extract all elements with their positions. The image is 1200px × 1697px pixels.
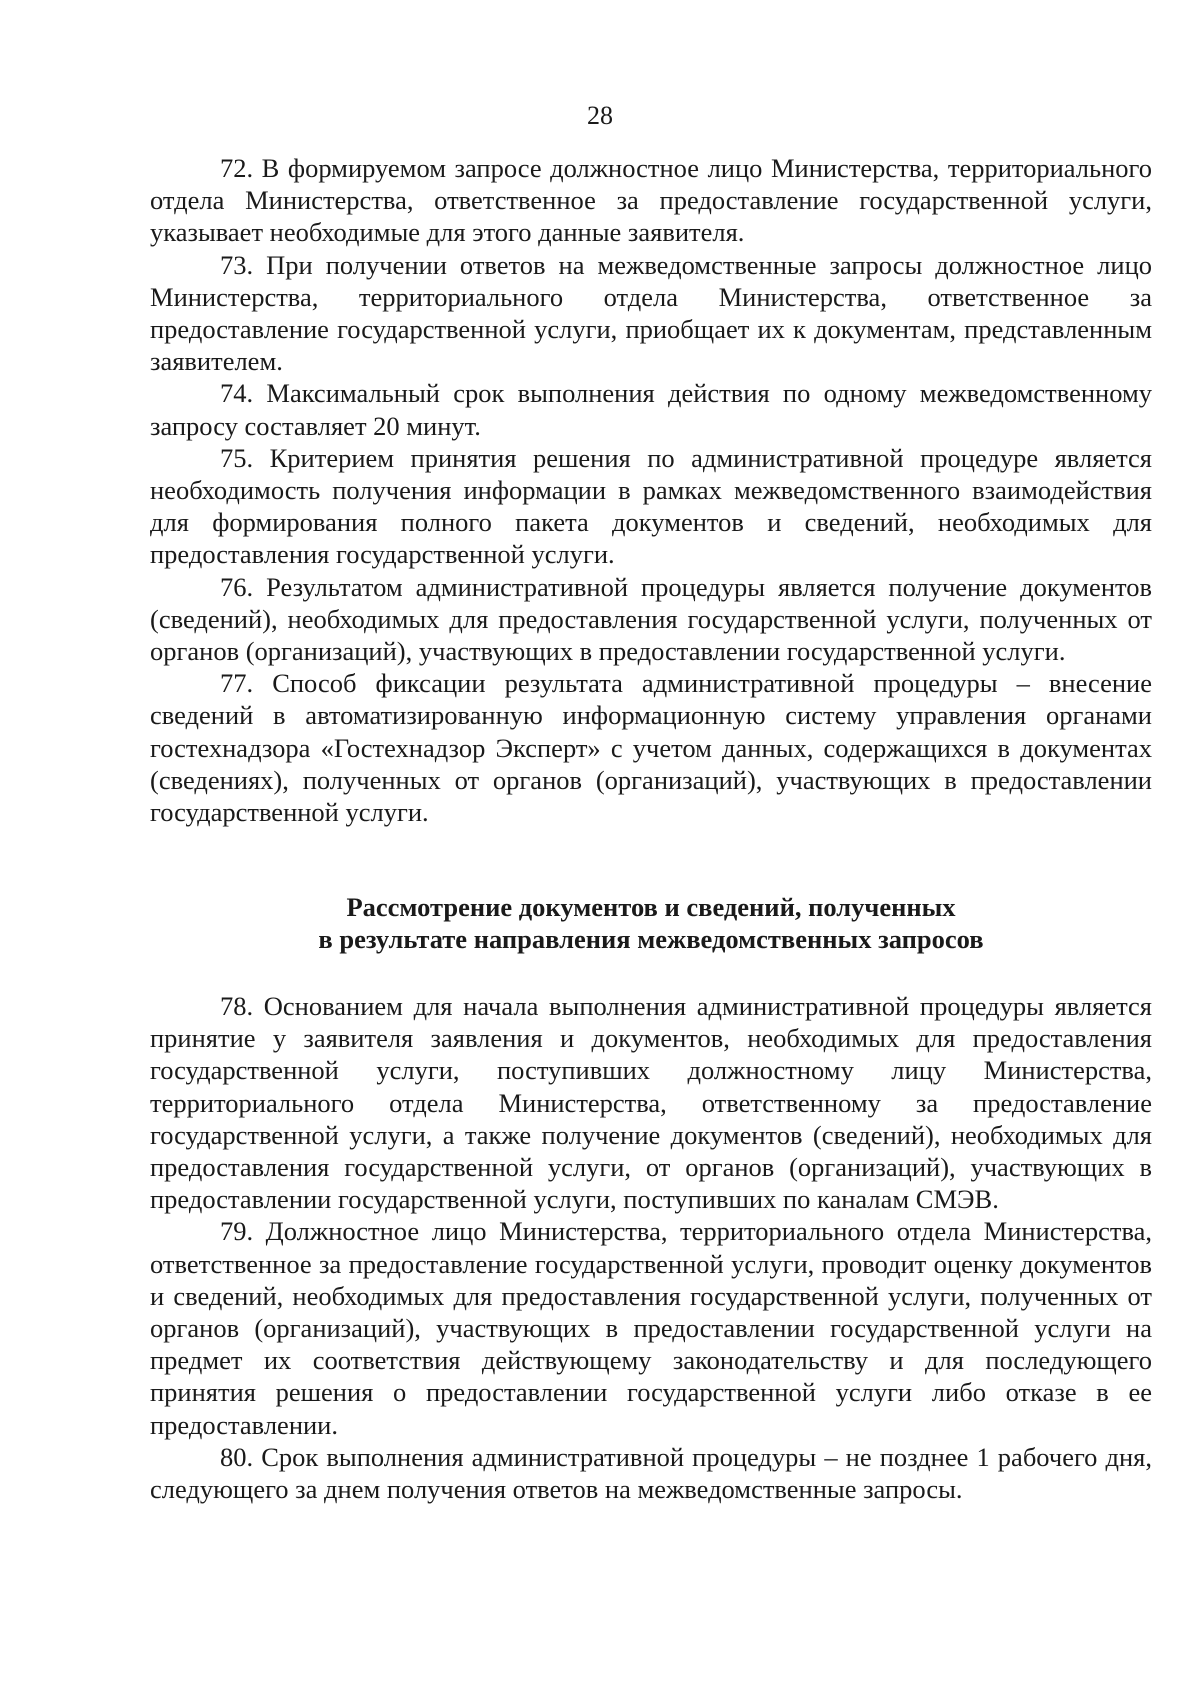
paragraph-79: 79. Должностное лицо Министерства, территориального отдела Министерства, ответственное за предоставление государственной услуги, проводит оценку документов и сведений, необходимых для предоставления государственной услуги, полученных от органов (организаций), участвующих в предоставлении государственной услуги на предмет их соответствия действующему законодательству и для последующего принятия решения о предоставлении государственной услуги либо отказе в ее предоставлении. [150,1216,1152,1440]
document-body-top [150,152,1152,828]
document-body-bottom [150,990,1152,1505]
paragraph-77: 77. Способ фиксации результата административной процедуры – внесение сведений в автоматизированную информационную систему управления органами гостехнадзора «Гостехнадзор Эксперт» с учетом данных, содержащихся в документах (сведениях), полученных от органов (организаций), участвующих в предоставлении государственной услуги. [150,668,1152,828]
paragraph-72: 72. В формируемом запросе должностное лицо Министерства, территориального отдела Министерства, ответственное за предоставление государственной услуги, указывает необходимые для этого данные заявителя. [150,153,1152,248]
section-heading [150,891,1152,955]
paragraph-74: 74. Максимальный срок выполнения действия по одному межведомственному запросу составляет 20 минут. [150,378,1152,441]
section-heading-line-2: в результате направления межведомственных запросов [318,924,984,954]
page-number: 28 [587,101,613,130]
paragraph-78: 78. Основанием для начала выполнения административной процедуры является принятие у заявителя заявления и документов, необходимых для предоставления государственной услуги, поступивших должностному лицу Министерства, территориального отдела Министерства, ответственному за предоставление государственной услуги, а также получение документов (сведений), необходимых для предоставления государственной услуги, от органов (организаций), участвующих в предоставлении государственной услуги, поступивших по каналам СМЭВ. [150,991,1152,1215]
section-heading-line-1: Рассмотрение документов и сведений, полученных [346,892,956,922]
paragraph-80: 80. Срок выполнения административной процедуры – не позднее 1 рабочего дня, следующего за днем получения ответов на межведомственные запросы. [150,1441,1152,1505]
paragraph-73: 73. При получении ответов на межведомственные запросы должностное лицо Министерства, территориального отдела Министерства, ответственное за предоставление государственной услуги, приобщает их к документам, представленным заявителем. [150,249,1152,377]
paragraph-75: 75. Критерием принятия решения по административной процедуре является необходимость получения информации в рамках межведомственного взаимодействия для формирования полного пакета документов и сведений, необходимых для предоставления государственной услуги. [150,442,1152,570]
paragraph-76: 76. Результатом административной процедуры является получение документов (сведений), необходимых для предоставления государственной услуги, полученных от органов (организаций), участвующих в предоставлении государственной услуги. [150,571,1152,667]
